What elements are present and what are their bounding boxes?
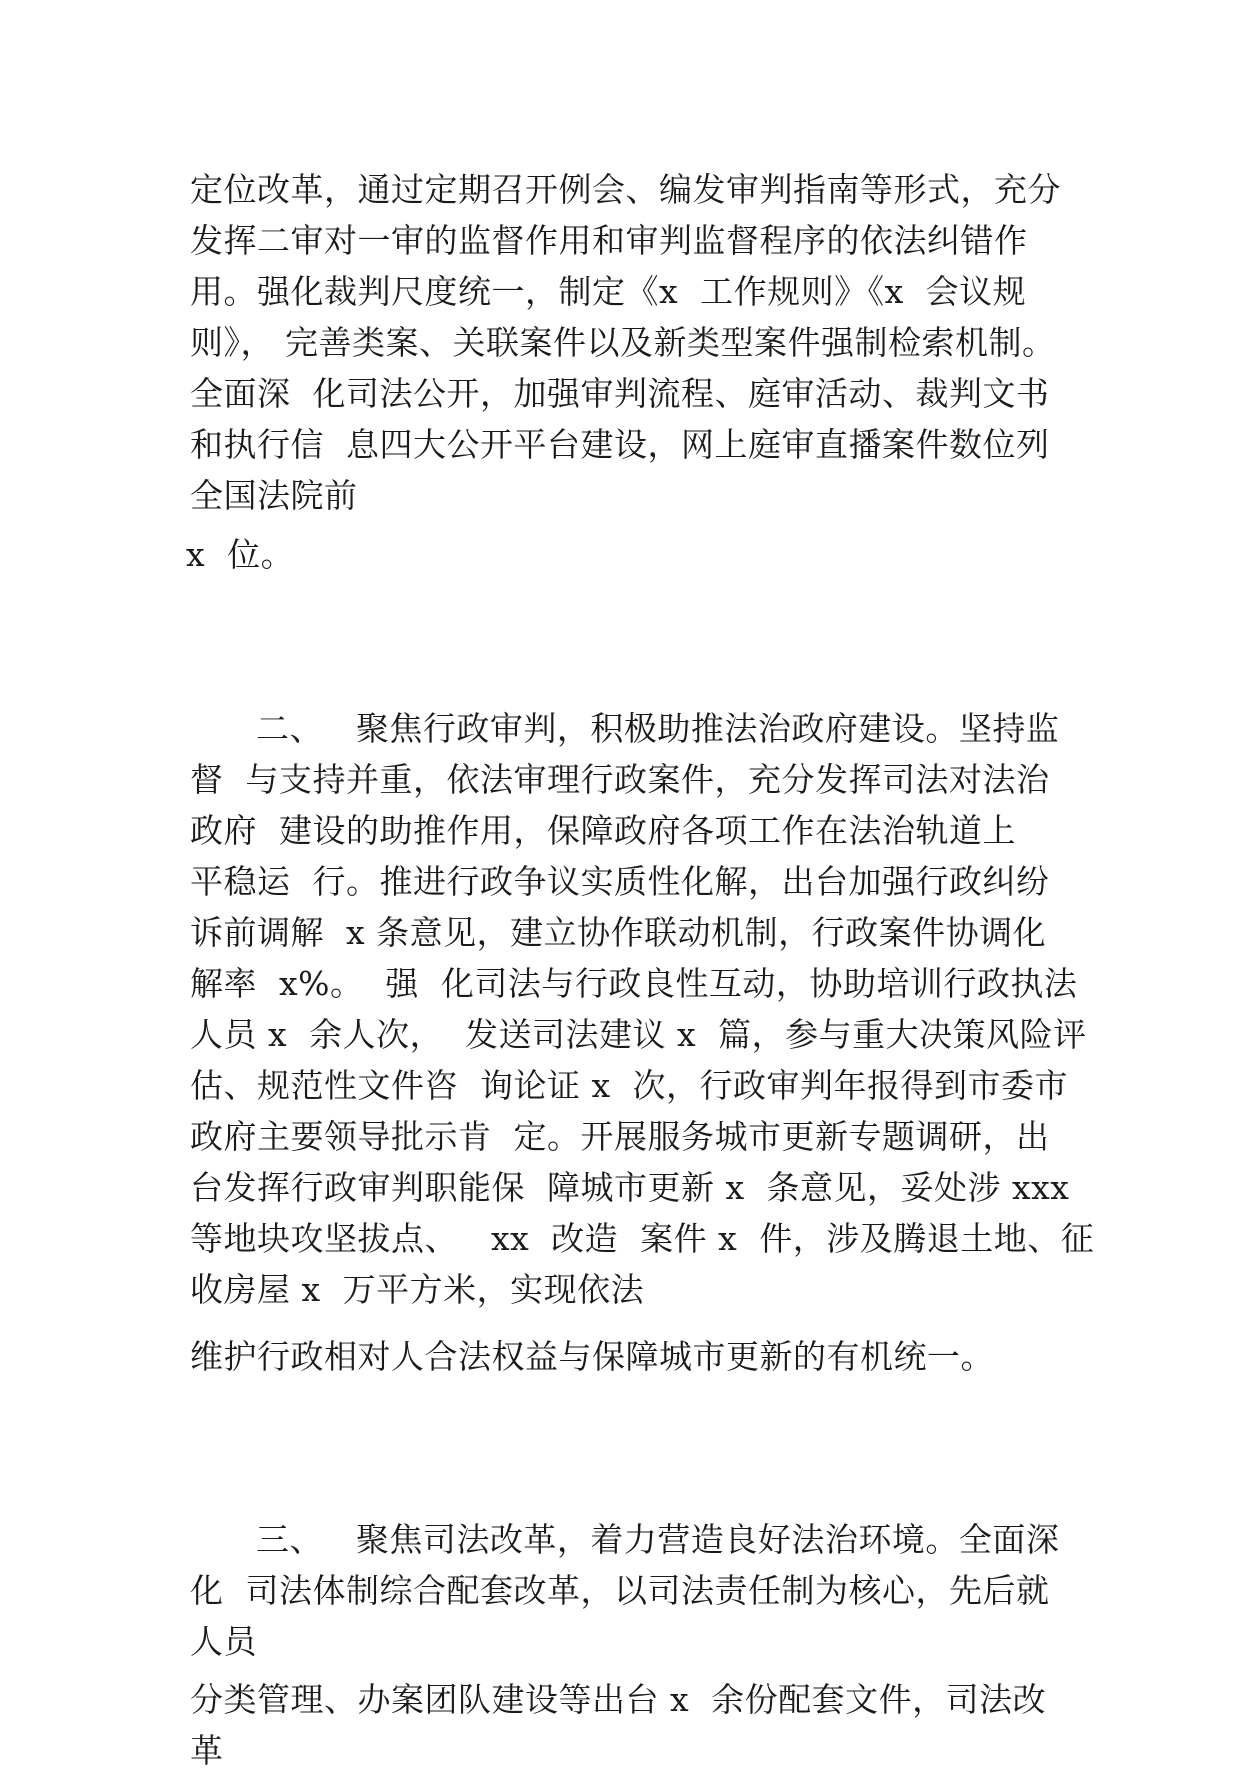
text-line: 分类管理、办案团队建设等出台 x 余份配套文件，司法改 (190, 1680, 1047, 1719)
text-line: 诉前调解 x 条意见，建立协作联动机制，行政案件协调化 (190, 913, 1047, 952)
text-line: 估、规范性文件咨 询论证 x 次，行政审判年报得到市委市 (190, 1066, 1069, 1105)
text-line: 定位改革，通过定期召开例会、编发审判指南等形式，充分 (190, 170, 1061, 209)
text-line: 解率 x%。 强 化司法与行政良性互动，协助培训行政执法 (190, 964, 1078, 1003)
text-line: 政府 建设的助推作用，保障政府各项工作在法治轨道上 (190, 811, 1016, 850)
text-line: 则》， 完善类案、关联案件以及新类型案件强制检索机制。 (190, 323, 1056, 362)
text-line: 化 司法体制综合配套改革，以司法责任制为核心，先后就 (190, 1571, 1050, 1610)
text-line: 革 (190, 1731, 224, 1770)
text-line: 等地块攻坚拔点、 xx 改造 案件 x 件，涉及腾退土地、征 (190, 1219, 1095, 1258)
text-line: 全面深 化司法公开，加强审判流程、庭审活动、裁判文书 (190, 374, 1050, 413)
paragraph-section-three-continuation (190, 1674, 1070, 1776)
section-three-judicial-reform (190, 1514, 1070, 1667)
text-line: 用。强化裁判尺度统一，制定《x 工作规则》《x 会议规 (190, 272, 1027, 311)
text-line: 发挥二审对一审的监督作用和审判监督程序的依法纠错作 (190, 221, 1028, 260)
text-line: 全国法院前 (190, 476, 358, 515)
section-heading-line: 二、 聚焦行政审判，积极助推法治政府建设。坚持监 (190, 709, 1060, 748)
text-line: 政府主要领导批示肯 定。开展服务城市更新专题调研，出 (190, 1117, 1050, 1156)
text-line: 维护行政相对人合法权益与保障城市更新的有机统一。 (190, 1337, 994, 1376)
text-line: 收房屋 x 万平方米，实现依法 (190, 1270, 645, 1309)
paragraph-ranking-continuation (186, 529, 1066, 580)
section-two-administrative-trial (190, 703, 1095, 1315)
paragraph-section-two-conclusion (190, 1331, 1070, 1382)
text-line: 人员 x 余人次， 发送司法建议 x 篇，参与重大决策风险评 (190, 1015, 1087, 1054)
text-line: 督 与支持并重，依法审理行政案件，充分发挥司法对法治 (190, 760, 1050, 799)
section-heading-line: 三、 聚焦司法改革，着力营造良好法治环境。全面深 (190, 1520, 1060, 1559)
text-line: 台发挥行政审判职能保 障城市更新 x 条意见，妥处涉 xxx (190, 1168, 1070, 1207)
text-line: 人员 (190, 1622, 257, 1661)
text-line: 和执行信 息四大公开平台建设，网上庭审直播案件数位列 (190, 425, 1050, 464)
text-line: 平稳运 行。推进行政争议实质性化解，出台加强行政纠纷 (190, 862, 1050, 901)
text-line: x 位。 (186, 535, 295, 574)
paragraph-reform-positioning (190, 164, 1070, 521)
